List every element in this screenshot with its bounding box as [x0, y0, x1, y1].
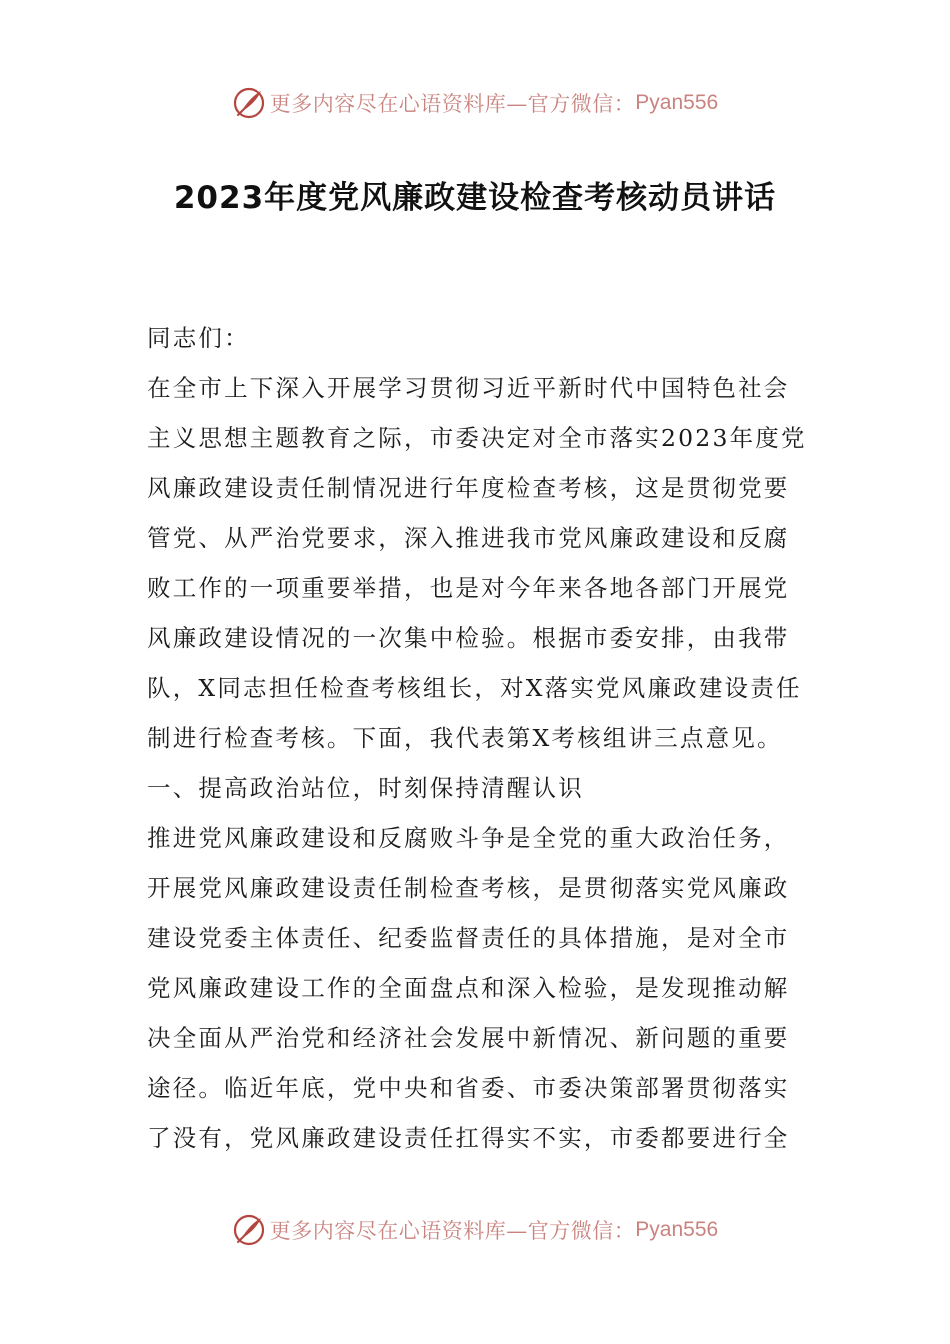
paragraph-line: 推进党风廉政建设和反腐败斗争是全党的重大政治任务，: [147, 824, 790, 852]
paragraph-line: 管党、从严治党要求，深入推进我市党风廉政建设和反腐: [147, 524, 790, 552]
feather-pen-circle-icon: [232, 86, 266, 120]
paragraph-line: 途径。临近年底，党中央和省委、市委决策部署贯彻落实: [147, 1074, 790, 1102]
header-watermark-banner: [0, 83, 950, 123]
paragraph-line: 败工作的一项重要举措，也是对今年来各地各部门开展党: [147, 574, 790, 602]
banner-text: 更多内容尽在心语资料库—官方微信：: [269, 1219, 636, 1243]
document-title: 2023年度党风廉政建设检查考核动员讲话: [173, 180, 777, 216]
paragraph-line: 建设党委主体责任、纪委监督责任的具体措施，是对全市: [147, 924, 790, 952]
paragraph-line: 党风廉政建设工作的全面盘点和深入检验，是发现推动解: [147, 974, 790, 1002]
paragraph-line: 队，X同志担任检查考核组长，对X落实党风廉政建设责任: [147, 674, 802, 702]
banner-text: 更多内容尽在心语资料库—官方微信：: [269, 92, 636, 116]
paragraph-line: 制进行检查考核。下面，我代表第X考核组讲三点意见。: [147, 724, 783, 752]
paragraph-line: 风廉政建设责任制情况进行年度检查考核，这是贯彻党要: [147, 474, 790, 502]
paragraph-line: 决全面从严治党和经济社会发展中新情况、新问题的重要: [147, 1024, 790, 1052]
section-heading: 一、提高政治站位，时刻保持清醒认识: [147, 774, 584, 802]
paragraph-line: 主义思想主题教育之际，市委决定对全市落实2023年度党: [147, 424, 807, 452]
footer-watermark-banner: [0, 1210, 950, 1250]
paragraph-line: 开展党风廉政建设责任制检查考核，是贯彻落实党风廉政: [147, 874, 790, 902]
salutation: 同志们：: [147, 324, 250, 352]
paragraph-line: 在全市上下深入开展学习贯彻习近平新时代中国特色社会: [147, 374, 790, 402]
banner-wechat-id: Pyan556: [635, 1218, 719, 1241]
document-body: [147, 313, 807, 1163]
paragraph-line: 了没有，党风廉政建设责任扛得实不实，市委都要进行全: [147, 1124, 790, 1152]
paragraph-line: 风廉政建设情况的一次集中检验。根据市委安排，由我带: [147, 624, 790, 652]
feather-pen-circle-icon: [232, 1213, 266, 1247]
banner-wechat-id: Pyan556: [635, 91, 719, 114]
